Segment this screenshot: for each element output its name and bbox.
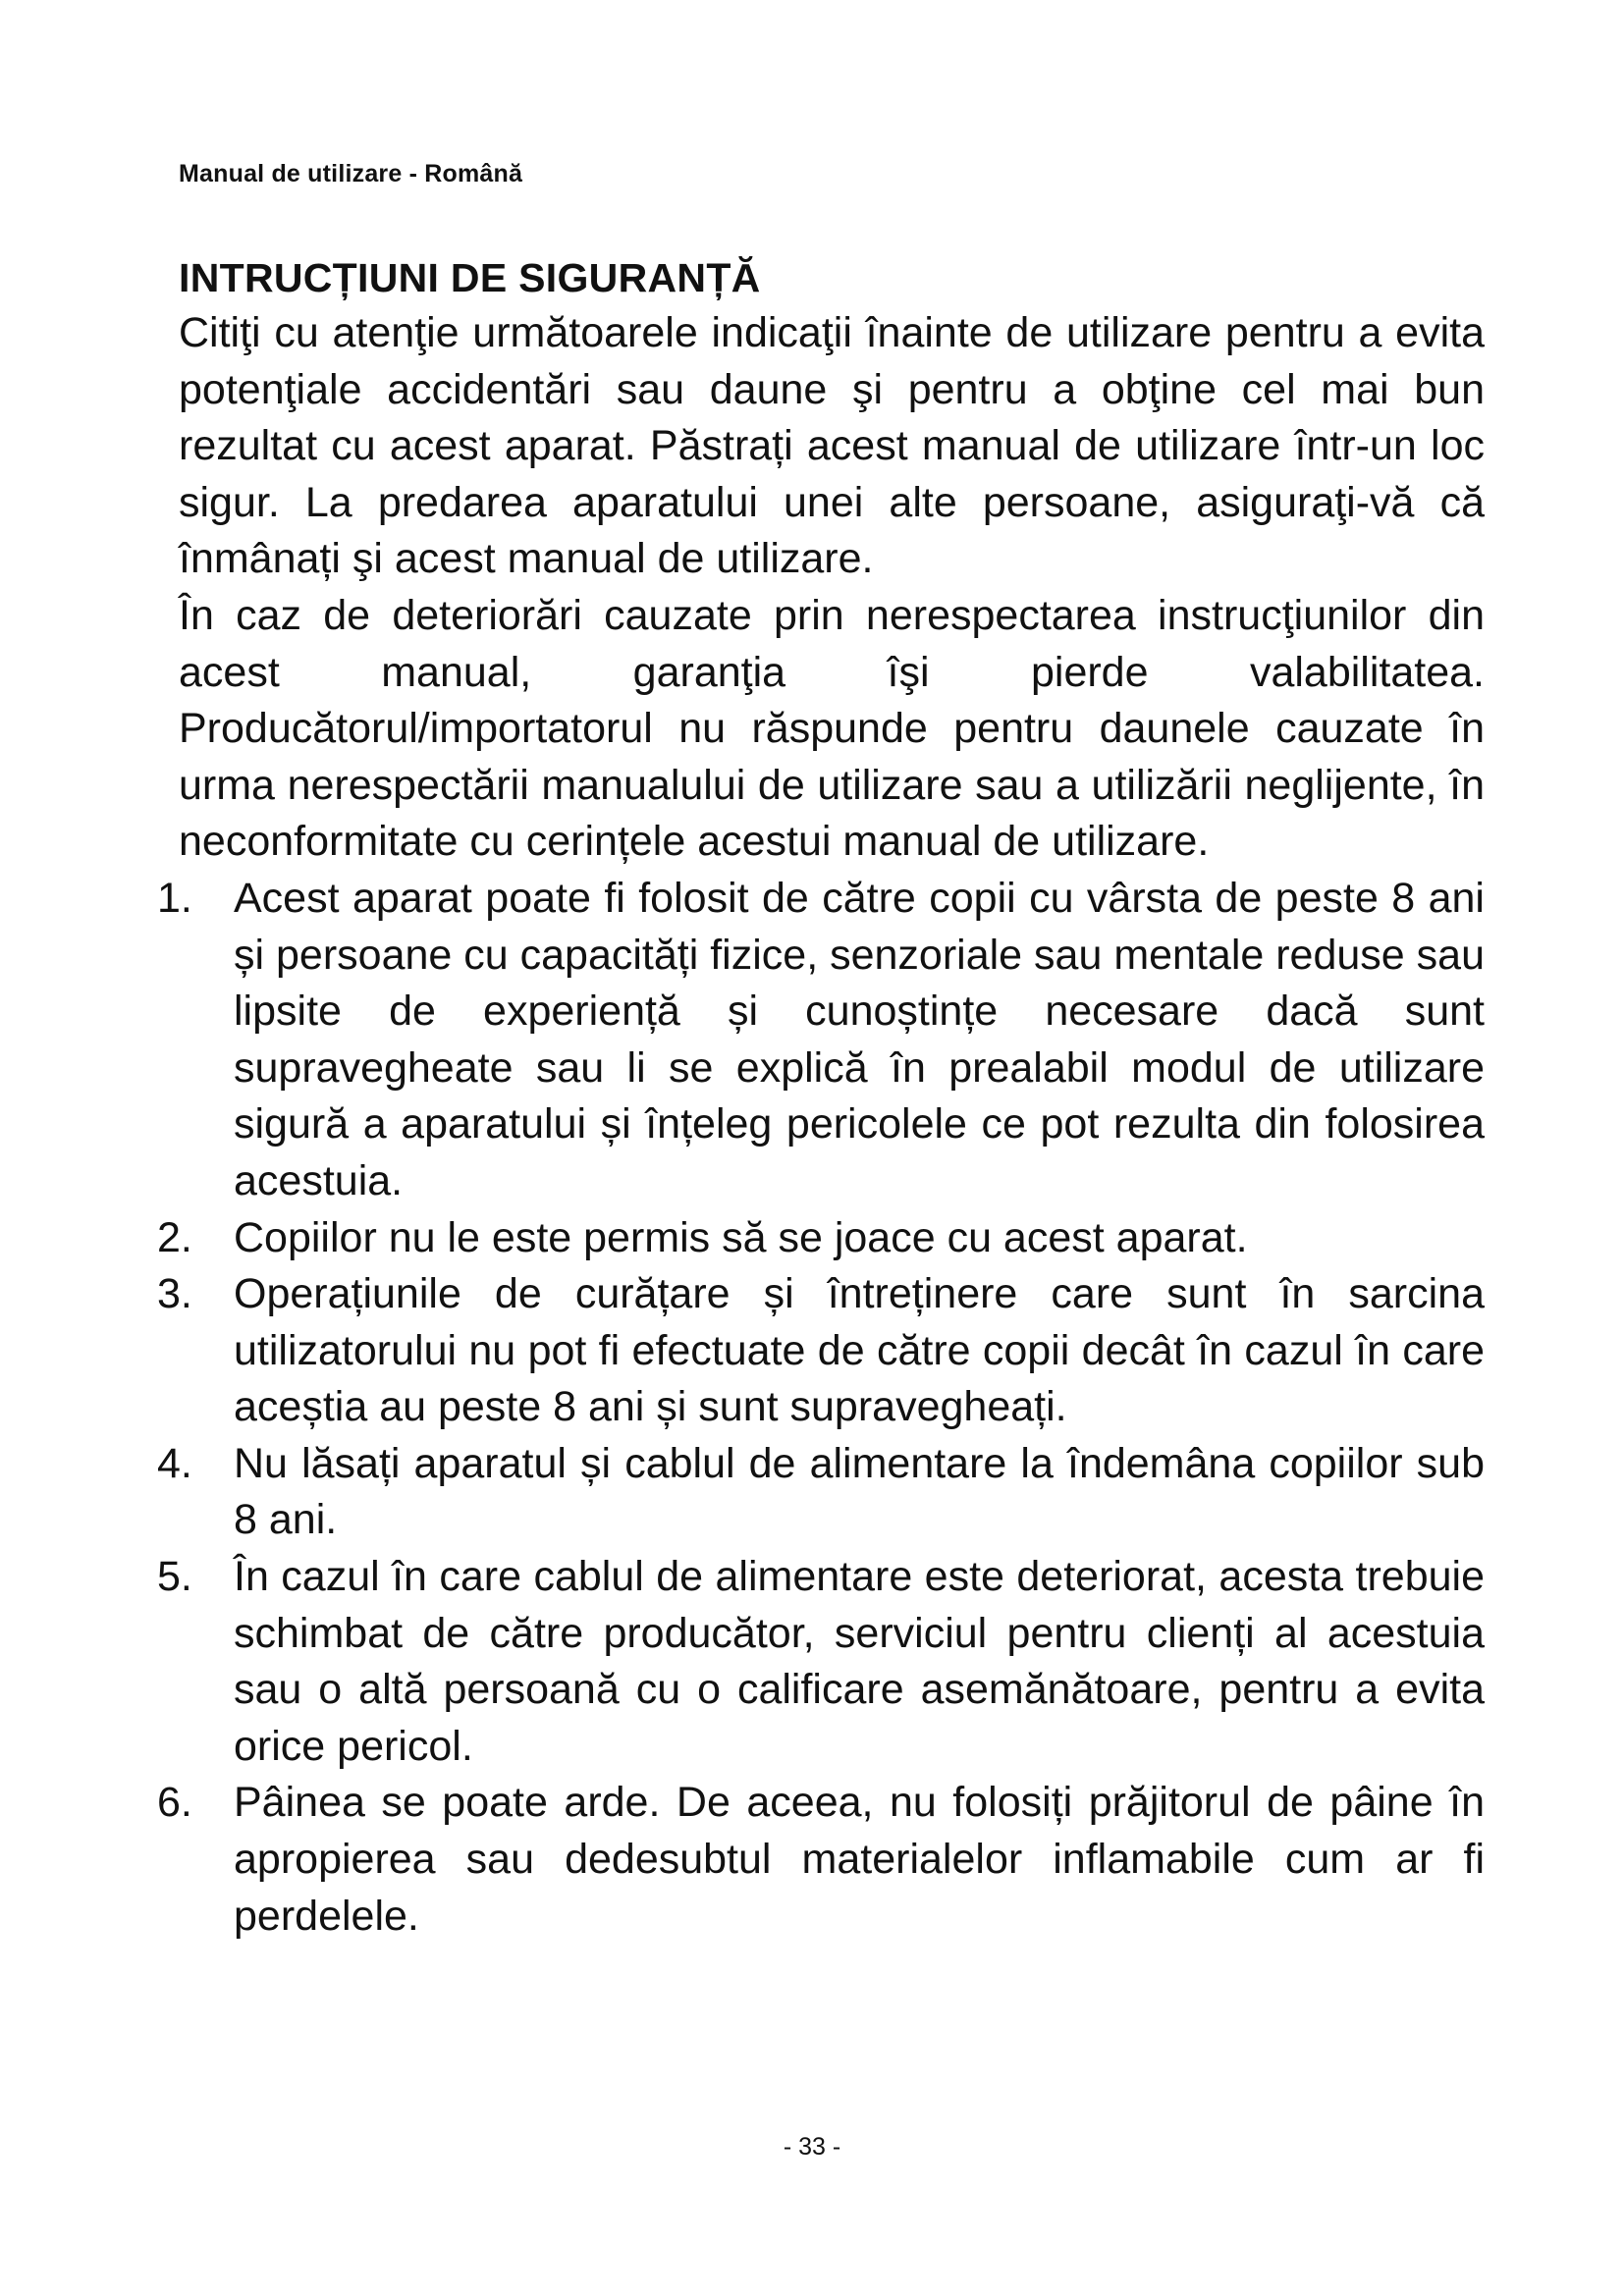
intro-paragraph-2: În caz de deteriorări cauzate prin nerespectarea instrucţiunilor din acest manual, garanţia îşi pierde valabilitatea. Producătorul/importatorul nu răspunde pentru daunele cauzate în urma nerespectării manualului de utilizare sau a utilizării neglijente, în neconformitate cu cerințele acestui manual de utilizare.: [179, 591, 1485, 866]
list-item-text: Nu lăsați aparatul și cablul de alimentare la îndemâna copiilor sub 8 ani.: [234, 1439, 1485, 1544]
list-item: [157, 1210, 1485, 1267]
safety-instructions-list: [157, 871, 1485, 1945]
list-item-number: 6.: [157, 1779, 192, 1827]
page-number: - 33 -: [783, 2133, 841, 2161]
main-content: [157, 250, 1485, 1945]
list-item-number: 2.: [157, 1213, 192, 1261]
list-item-number: 1.: [157, 874, 192, 922]
list-item-text: Copiilor nu le este permis să se joace cu acest aparat.: [234, 1213, 1248, 1261]
list-item-text: Pâinea se poate arde. De aceea, nu folosiți prăjitorul de pâine în apropierea sau dedesubtul materialelor inflamabile cum ar fi perdelele.: [234, 1779, 1485, 1940]
list-item-number: 3.: [157, 1270, 192, 1318]
list-item-text: În cazul în care cablul de alimentare este deteriorat, acesta trebuie schimbat de către producător, serviciul pentru clienți al acestuia sau o altă persoană cu o calificare asemănătoare, pentru a evita orice pericol.: [234, 1553, 1485, 1770]
list-item: [157, 871, 1485, 1210]
list-item: [157, 1549, 1485, 1775]
section-title: INTRUCȚIUNI DE SIGURANȚĂ: [179, 255, 761, 300]
list-item: [157, 1775, 1485, 1945]
intro-paragraph-1: Citiţi cu atenţie următoarele indicaţii înainte de utilizare pentru a evita potenţiale accidentări sau daune şi pentru a obţine cel mai bun rezultat cu acest aparat. Păstrați acest manual de utilizare într-un loc sigur. La predarea aparatului unei alte persoane, asiguraţi-vă că înmânați şi acest manual de utilizare.: [179, 309, 1485, 583]
list-item-number: 4.: [157, 1439, 192, 1487]
list-item-number: 5.: [157, 1553, 192, 1601]
list-item-text: Operațiunile de curățare și întreținere care sunt în sarcina utilizatorului nu pot fi efectuate de către copii decât în cazul în care aceștia au peste 8 ani și sunt supravegheați.: [234, 1270, 1485, 1431]
list-item: [157, 1266, 1485, 1436]
list-item: [157, 1436, 1485, 1549]
running-header: Manual de utilizare - Română: [179, 160, 523, 187]
list-item-text: Acest aparat poate fi folosit de către copii cu vârsta de peste 8 ani și persoane cu capacități fizice, senzoriale sau mentale reduse sau lipsite de experiență și cunoștințe necesare dacă sunt supravegheate sau li se explică în prealabil modul de utilizare sigură a aparatului și înțeleg pericolele ce pot rezulta din folosirea acestuia.: [234, 874, 1485, 1204]
